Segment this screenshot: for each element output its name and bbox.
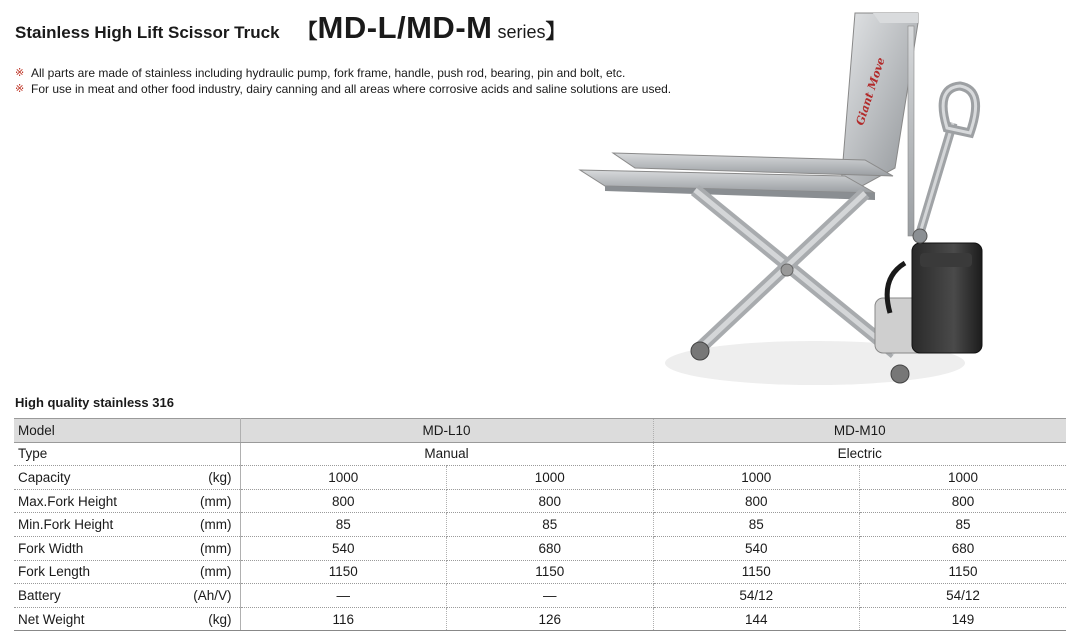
table-cell: 85 xyxy=(240,513,447,537)
table-cell: 85 xyxy=(860,513,1067,537)
title-bracket-open: 【 xyxy=(297,21,318,43)
note-item xyxy=(15,65,671,81)
table-cell: 54/12 xyxy=(653,584,860,608)
table-cell: 800 xyxy=(240,489,447,513)
note-mark-icon: ※ xyxy=(15,83,25,95)
table-cell: 149 xyxy=(860,607,1067,631)
table-cell: 1150 xyxy=(860,560,1067,584)
series-word: series xyxy=(497,22,546,42)
type-electric: Electric xyxy=(653,442,1066,466)
row-label-text: Fork Width xyxy=(18,540,84,556)
table-cell: 800 xyxy=(447,489,654,513)
row-unit: (kg) xyxy=(208,469,232,485)
row-label xyxy=(14,466,240,490)
header-label xyxy=(14,419,240,443)
row-label-text: Fork Length xyxy=(18,564,91,580)
header-model-md-m10: MD-M10 xyxy=(653,419,1066,443)
row-unit: (kg) xyxy=(208,611,232,627)
row-label-text: Battery xyxy=(18,587,61,603)
table-cell: 540 xyxy=(240,536,447,560)
table-row xyxy=(14,513,1066,537)
table-cell: 680 xyxy=(860,536,1067,560)
type-label-text: Type xyxy=(18,446,48,462)
table-row xyxy=(14,536,1066,560)
brand-logo: Giant Move xyxy=(853,55,888,127)
table-cell: 800 xyxy=(653,489,860,513)
table-cell: 85 xyxy=(447,513,654,537)
row-unit: (mm) xyxy=(200,564,232,580)
table-cell: 126 xyxy=(447,607,654,631)
table-header-row xyxy=(14,419,1066,443)
table-row xyxy=(14,489,1066,513)
row-label xyxy=(14,607,240,631)
row-unit: (Ah/V) xyxy=(193,587,232,603)
type-manual: Manual xyxy=(240,442,653,466)
row-label xyxy=(14,513,240,537)
note-text: All parts are made of stainless including hydraulic pump, fork frame, handle, push rod, bearing, pin and bolt, etc. xyxy=(31,66,626,80)
table-cell: 1000 xyxy=(653,466,860,490)
row-unit: (mm) xyxy=(200,493,232,509)
type-label xyxy=(14,442,240,466)
note-text: For use in meat and other food industry, dairy canning and all areas where corrosive acids and saline solutions are used. xyxy=(31,82,672,96)
header-label-text: Model xyxy=(18,422,55,438)
title-bracket-close: 】 xyxy=(545,21,566,43)
table-cell: — xyxy=(240,584,447,608)
table-cell: 85 xyxy=(653,513,860,537)
table-cell: 54/12 xyxy=(860,584,1067,608)
table-cell: 1000 xyxy=(447,466,654,490)
table-cell: 1150 xyxy=(240,560,447,584)
table-cell: 144 xyxy=(653,607,860,631)
row-label-text: Min.Fork Height xyxy=(18,517,114,533)
title-text: Stainless High Lift Scissor Truck xyxy=(15,23,280,42)
table-row xyxy=(14,584,1066,608)
row-label-text: Max.Fork Height xyxy=(18,493,118,509)
table-cell: 680 xyxy=(447,536,654,560)
table-cell: 116 xyxy=(240,607,447,631)
row-unit: (mm) xyxy=(200,517,232,533)
table-cell: 1000 xyxy=(240,466,447,490)
row-label-text: Net Weight xyxy=(18,611,85,627)
row-label xyxy=(14,489,240,513)
table-row xyxy=(14,607,1066,631)
table-cell: 1000 xyxy=(860,466,1067,490)
table-cell: 540 xyxy=(653,536,860,560)
note-mark-icon: ※ xyxy=(15,67,25,79)
spec-table xyxy=(14,418,1066,631)
row-unit: (mm) xyxy=(200,540,232,556)
table-heading: High quality stainless 316 xyxy=(15,395,174,410)
table-cell: 800 xyxy=(860,489,1067,513)
row-label xyxy=(14,536,240,560)
header-model-md-l10: MD-L10 xyxy=(240,419,653,443)
row-label xyxy=(14,560,240,584)
scissor-truck-image xyxy=(575,8,995,393)
table-cell: 1150 xyxy=(447,560,654,584)
page-title xyxy=(15,10,566,50)
type-row xyxy=(14,442,1066,466)
table-row xyxy=(14,560,1066,584)
note-item xyxy=(15,81,671,97)
series-code: MD-L/MD-M xyxy=(317,10,493,45)
table-cell: 1150 xyxy=(653,560,860,584)
row-label xyxy=(14,584,240,608)
row-label-text: Capacity xyxy=(18,469,71,485)
table-cell: — xyxy=(447,584,654,608)
feature-notes xyxy=(15,65,671,97)
table-row xyxy=(14,466,1066,490)
